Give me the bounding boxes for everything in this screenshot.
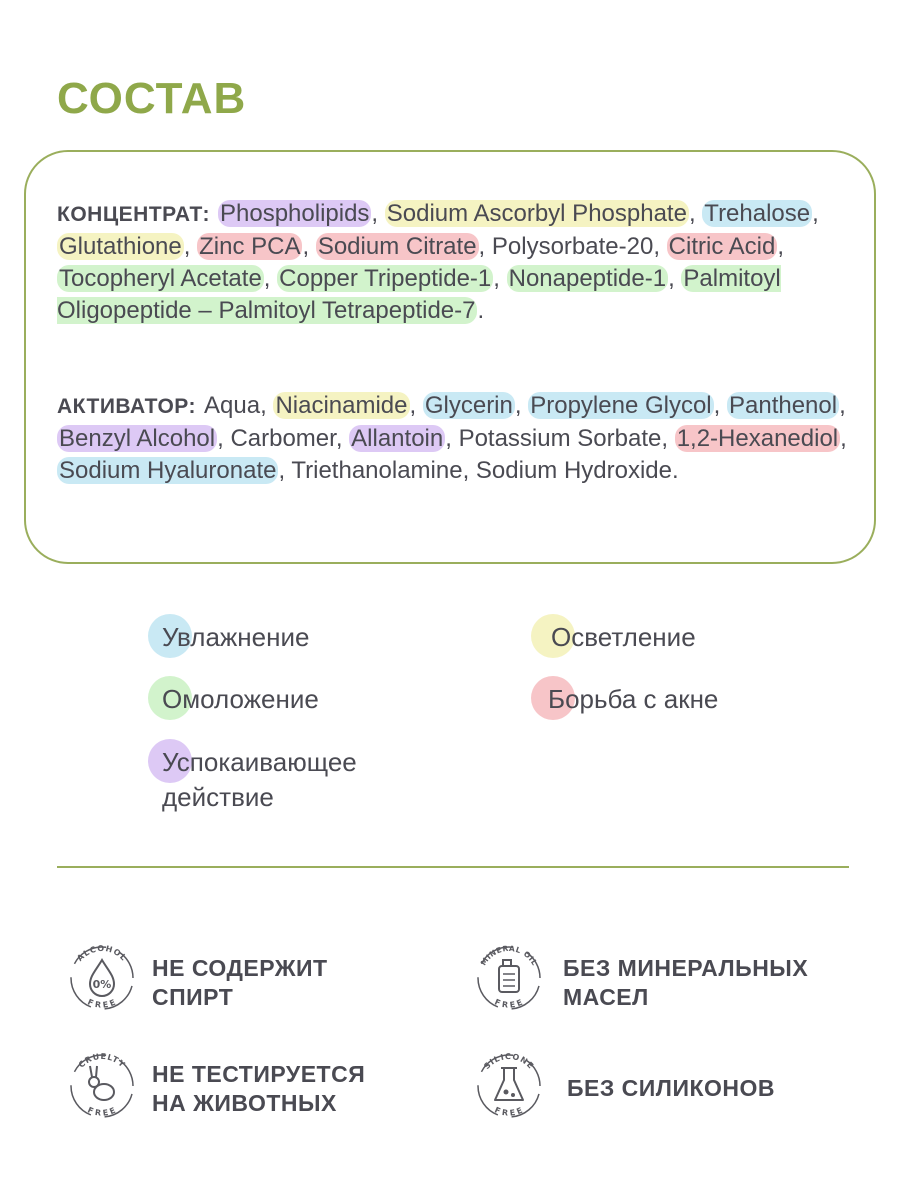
separator: , — [839, 392, 846, 419]
badge-alcohol-line1: НЕ СОДЕРЖИТ — [152, 955, 328, 981]
svg-text:FREE: FREE — [86, 997, 118, 1010]
ingredient: Glycerin — [424, 392, 513, 419]
ingredient: Benzyl Alcohol — [59, 425, 216, 452]
activator-ingredients — [57, 390, 847, 487]
ingredient: 1,2-Hexanediol — [676, 425, 839, 452]
ingredient: Polysorbate-20 — [491, 233, 654, 260]
concentrate-ingredients — [57, 198, 847, 327]
legend-anti-acne: Борьба с акне — [548, 684, 719, 714]
svg-text:ALCOHOL: ALCOHOL — [75, 943, 129, 963]
ingredient: Zinc PCA — [199, 233, 301, 260]
separator: , — [688, 200, 703, 227]
ingredient: Palmitoyl Oligopeptide – Palmitoyl Tetrapeptide-7 — [57, 265, 781, 324]
ingredient: Triethanolamine — [291, 457, 463, 484]
ingredient: Sodium Hydroxide — [475, 457, 672, 484]
svg-text:CRUELTY: CRUELTY — [76, 1051, 128, 1070]
separator: , — [653, 233, 667, 260]
ingredient: Carbomer — [230, 425, 336, 452]
badge-cruelty-free — [66, 1048, 396, 1128]
separator: , — [777, 233, 785, 260]
separator: , — [713, 392, 727, 419]
separator: . — [672, 457, 679, 484]
separator: , — [302, 233, 316, 260]
separator: , — [661, 425, 675, 452]
alcohol-free-icon — [66, 940, 138, 1016]
separator: . — [477, 297, 485, 324]
badge-alcohol-line2: СПИРТ — [152, 984, 234, 1010]
separator: , — [812, 200, 819, 227]
ingredient: Nonapeptide-1 — [508, 265, 667, 292]
badge-cruelty-line2: НА ЖИВОТНЫХ — [152, 1090, 337, 1116]
separator: , — [840, 425, 847, 452]
legend-moisturizing: Увлажнение — [162, 622, 310, 652]
mineral-oil-free-icon — [473, 940, 545, 1016]
badge-silicone-line1: БЕЗ СИЛИКОНОВ — [567, 1075, 776, 1101]
ingredient: Sodium Hyaluronate — [59, 457, 277, 484]
separator: , — [217, 425, 231, 452]
svg-text:SILICONE: SILICONE — [482, 1051, 536, 1071]
legend-brightening: Осветление — [551, 622, 696, 652]
ingredient: Panthenol — [728, 392, 838, 419]
badge-mineral-oil-free — [473, 940, 873, 1020]
svg-text:FREE: FREE — [86, 1105, 118, 1118]
badge-alcohol-free — [66, 940, 366, 1020]
separator: , — [478, 233, 492, 260]
separator: , — [183, 233, 198, 260]
svg-text:FREE: FREE — [493, 997, 525, 1010]
divider — [57, 866, 849, 868]
ingredient: Propylene Glycol — [530, 392, 712, 419]
cruelty-free-icon — [66, 1048, 138, 1124]
badge-mineral-line1: БЕЗ МИНЕРАЛЬНЫХ — [563, 955, 809, 981]
activator-label: АКТИВАТОР: — [57, 395, 197, 418]
badge-cruelty-line1: НЕ ТЕСТИРУЕТСЯ — [152, 1061, 366, 1087]
separator: , — [668, 265, 682, 292]
concentrate-label: КОНЦЕНТРАТ: — [57, 203, 210, 226]
ingredient: Tocopheryl Acetate — [59, 265, 262, 292]
ingredient: Potassium Sorbate — [458, 425, 662, 452]
ingredient: Trehalose — [704, 200, 811, 227]
svg-text:MINERAL OIL: MINERAL OIL — [478, 943, 540, 968]
separator: , — [514, 392, 529, 419]
separator: , — [371, 200, 385, 227]
separator: , — [263, 265, 278, 292]
separator: , — [278, 457, 292, 484]
separator: , — [335, 425, 350, 452]
ingredient: Sodium Citrate — [317, 233, 477, 260]
legend-soothing-line1: Успокаивающее — [162, 747, 357, 777]
separator: , — [409, 392, 423, 419]
ingredient: Phospholipids — [219, 200, 370, 227]
ingredient: Aqua — [204, 392, 261, 419]
ingredient: Niacinamide — [275, 392, 408, 419]
badge-mineral-line2: МАСЕЛ — [563, 984, 649, 1010]
silicone-free-icon — [473, 1048, 545, 1124]
legend-soothing-line2: действие — [162, 782, 274, 812]
separator: , — [493, 265, 507, 292]
separator: , — [462, 457, 476, 484]
svg-text:FREE: FREE — [493, 1105, 525, 1118]
svg-text:0%: 0% — [92, 978, 112, 991]
ingredient: Sodium Ascorbyl Phosphate — [386, 200, 687, 227]
ingredient: Allantoin — [351, 425, 444, 452]
ingredient: Glutathione — [59, 233, 182, 260]
ingredient: Citric Acid — [668, 233, 776, 260]
legend-rejuvenation: Омоложение — [162, 684, 319, 714]
badge-silicone-free — [473, 1048, 873, 1128]
separator: , — [445, 425, 459, 452]
page-title: СОСТАВ — [57, 74, 247, 123]
ingredient: Copper Tripeptide-1 — [279, 265, 492, 292]
separator: , — [260, 392, 274, 419]
